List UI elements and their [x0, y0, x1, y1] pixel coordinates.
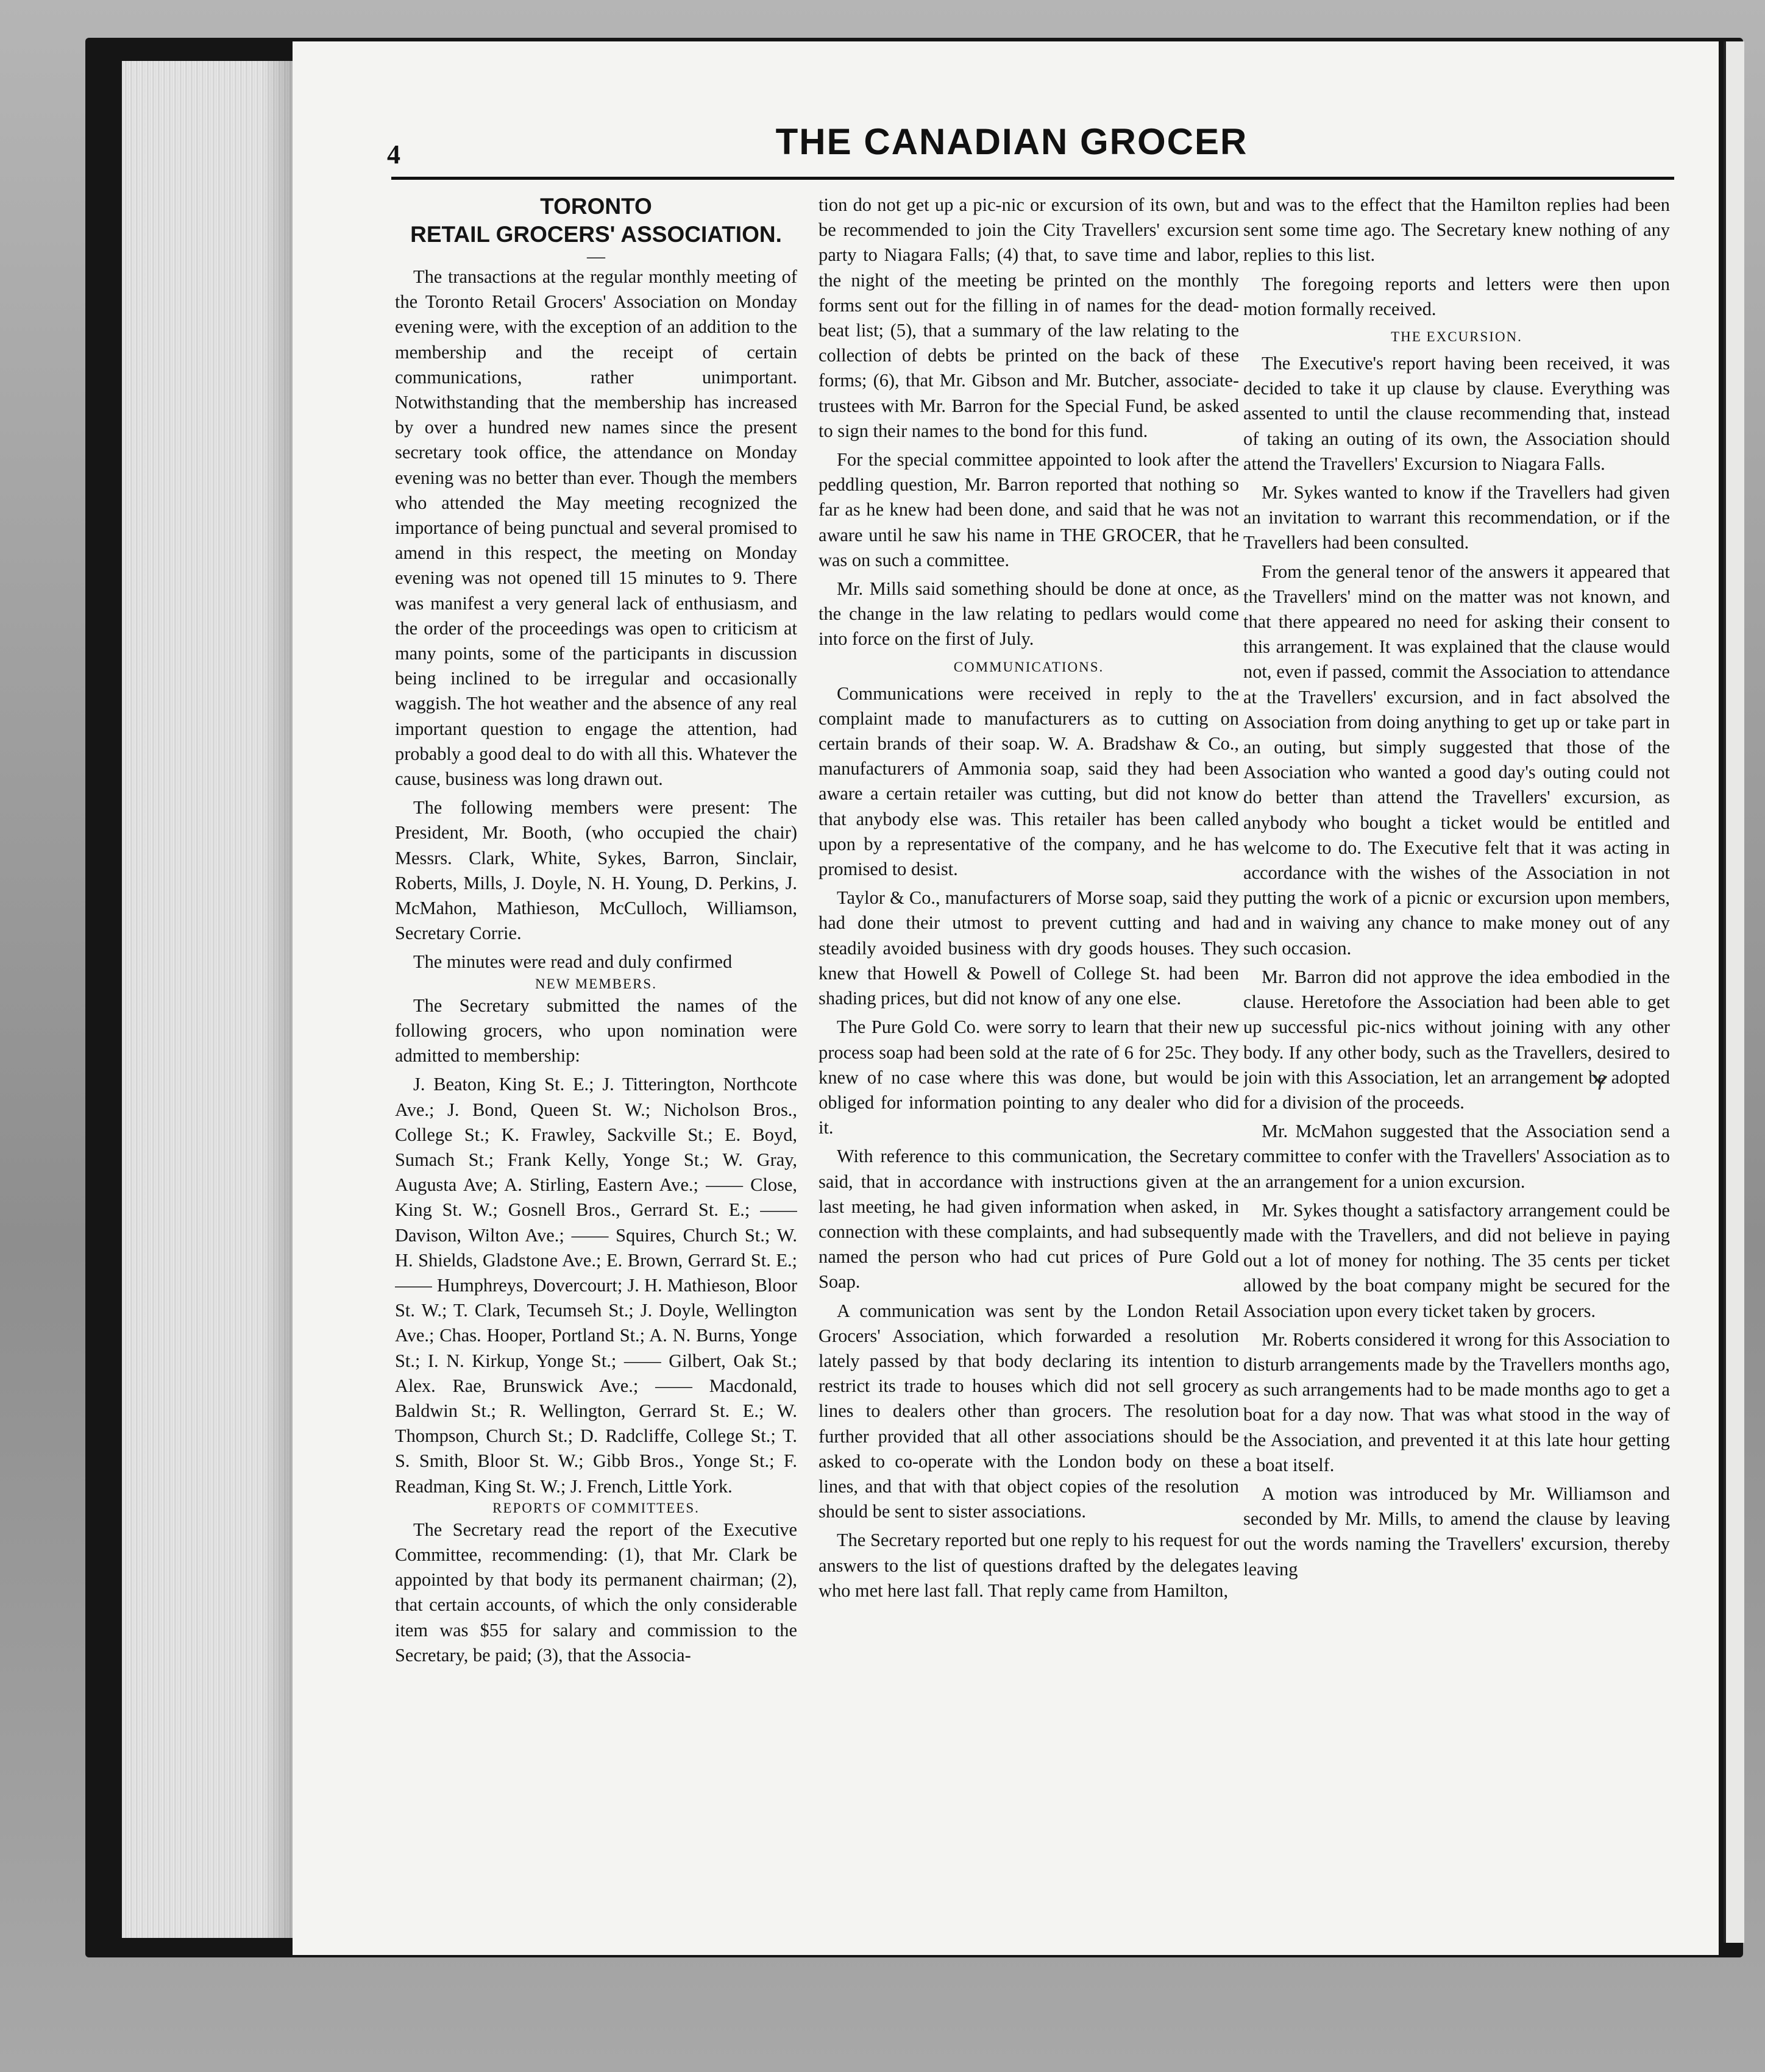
paragraph: A communication was sent by the London Retail Grocers' Association, which forwarded a resolution lately passed by that body declaring its intention to restrict its trade to houses which did not sell grocery lines to dealers other than grocers. The resolution further provided that all other associations should be asked to co-operate with the London body on these lines, and that with that object copies of the resolution should be sent to sister associations.	[819, 1300, 1239, 1522]
paragraph: Mr. Sykes thought a satisfactory arrangement could be made with the Travellers, and did not believe in paying out a lot of money for nothing. The 35 cents per ticket allowed by the boat company might be secured for the Association upon every ticket taken by grocers.	[1243, 1199, 1670, 1321]
paragraph: The Pure Gold Co. were sorry to learn that their new process soap had been sold at the rate of 6 for 25c. They knew of no case where this was done, but would be obliged for information pointing to any dealer who did it.	[819, 1016, 1239, 1138]
paragraph: tion do not get up a pic-nic or excursion of its own, but be recommended to join the City Travellers' excursion party to Niagara Falls; (4) that, to save time and labor, the night of the meeting be printed on the monthly forms sent out for the filling in of names for the dead-beat list; (5), that a summary of the law relating to the collection of debts be printed on the back of these forms; (6), that Mr. Gibson and Mr. Butcher, associate-trustees with Mr. Barron for the Special Fund, be asked to sign their names to the bond for this fund.	[819, 194, 1239, 441]
section-subheading: REPORTS OF COMMITTEES.	[492, 1500, 700, 1516]
paragraph: The transactions at the regular monthly meeting of the Toronto Retail Grocers' Association on Monday evening were, with the exception of an addition to the membership and the receipt of certain communications, rather unimportant. Notwithstanding that the membership has increased by over a hundred new names since the present secretary took office, the attendance on Monday evening was no better than ever. Though the members who attended the May meeting recognized the importance of being punctual and several promised to amend in this respect, the meeting on Monday evening was not opened till 15 minutes to 9. There was manifest a very general lack of enthusiasm, and the order of the proceedings was open to criticism at many points, some of the participants in discussion being inclined to be irregular and occasionally waggish. The hot weather and the absence of any real important question to engage the attention, had probably a good deal to do with all this. Whatever the cause, business was long drawn out.	[395, 266, 797, 790]
next-page-edge	[1724, 41, 1744, 1943]
paragraph: For the special committee appointed to look after the peddling question, Mr. Barron reported that nothing so far as he knew had been done, and said that he was not aware until he saw his name in THE GROCER, that he was on such a committee.	[819, 449, 1239, 570]
article-heading-line-2: RETAIL GROCERS' ASSOCIATION.	[410, 222, 782, 247]
page-number: 4	[387, 140, 400, 169]
article-column-1	[395, 193, 797, 1935]
paragraph: Mr. Roberts considered it wrong for this Association to disturb arrangements made by the Travellers months ago, as such arrangements had to be made months ago to get a boat for a day now. That was what stood in the way of the Association, and prevented it at this late hour getting a boat itself.	[1243, 1329, 1670, 1475]
paragraph: Communications were received in reply to the complaint made to manufacturers as to cutting on certain brands of their soap. W. A. Bradshaw & Co., manufacturers of Ammonia soap, said they had been aware a certain retailer was cutting, but did not know that anybody else was. This retailer has been called upon by a representative of the company, and he has promised to desist.	[819, 683, 1239, 880]
section-subheading: NEW MEMBERS.	[535, 976, 657, 992]
paragraph: Mr. Sykes wanted to know if the Travellers had given an invitation to warrant this recommendation, or if the Travellers had been consulted.	[1243, 482, 1670, 553]
article-heading-line-1: TORONTO	[540, 194, 652, 219]
paragraph: The foregoing reports and letters were then upon motion formally received.	[1243, 273, 1670, 319]
paragraph: The following members were present: The President, Mr. Booth, (who occupied the chair) Messrs. Clark, White, Sykes, Barron, Sinclair, Roberts, Mills, J. Doyle, N. H. Young, D. Perkins, J. McMahon, Mathieson, McCulloch, Williamson, Secretary Corrie.	[395, 797, 797, 944]
paragraph: The minutes were read and duly confirmed	[413, 951, 733, 973]
ink-mark	[1591, 1073, 1609, 1091]
paragraph: The Secretary submitted the names of the following grocers, who upon nomination were admitted to membership:	[395, 995, 797, 1066]
paragraph: The Secretary reported but one reply to his request for answers to the list of questions drafted by the delegates who met here last fall. That reply came from Hamilton,	[819, 1530, 1239, 1601]
masthead-title: THE CANADIAN GROCER	[775, 121, 1248, 162]
paragraph: Mr. Mills said something should be done at once, as the change in the law relating to pedlars would come into force on the first of July.	[819, 578, 1239, 650]
paragraph: A motion was introduced by Mr. Williamson and seconded by Mr. Mills, to amend the clause by leaving out the words naming the Travellers' excursion, thereby leaving	[1243, 1483, 1670, 1580]
article-column-2	[819, 193, 1239, 1935]
stacked-page-edges	[122, 61, 299, 1938]
article-column-3	[1243, 193, 1670, 1935]
paragraph: and was to the effect that the Hamilton replies had been sent some time ago. The Secretary knew nothing of any replies to this list.	[1243, 194, 1670, 266]
paragraph: The Secretary read the report of the Executive Committee, recommending: (1), that Mr. Clark be appointed by that body its permanent chairman; (2), that certain accounts, of which the only considerable item was $55 for salary and commission to the Secretary, be paid; (3), that the Associa-	[395, 1519, 797, 1666]
paragraph: Taylor & Co., manufacturers of Morse soap, said they had done their utmost to prevent cutting and had steadily avoided business with dry goods houses. They knew that Howell & Powell of College St. had been shading prices, but did not know of any one else.	[819, 887, 1239, 1009]
paragraph: From the general tenor of the answers it appeared that the Travellers' mind on the matter was not known, and that there appeared no need for asking their consent to this arrangement. It was explained that the clause would not, even if passed, commit the Association to attendance at the Travellers' excursion, and in fact absolved the Association from doing anything to get up or take part in an outing, but simply suggested that those of the Association who wanted a good day's outing could not do better than attend the Travellers' excursion, as anybody who bought a ticket would be entitled and welcome to do. The Executive felt that it was acting in accordance with the wishes of the Association in not putting the work of a picnic or excursion upon members, and in waiving any chance to make money out of any such occasion.	[1243, 561, 1670, 959]
section-subheading: THE EXCURSION.	[1391, 329, 1522, 345]
member-list: J. Beaton, King St. E.; J. Titterington, Northcote Ave.; J. Bond, Queen St. W.; Nicholson Bros., College St.; K. Frawley, Sackville St.; E. Boyd, Sumach St.; Frank Kelly, Yonge St.; W. Gray, Augusta Ave; A. Stirling, Eastern Ave.; —— Close, King St. W.; Gosnell Bros., Gerrard St. E.; —— Davison, Wilton Ave.; —— Squires, Church St.; W. H. Shields, Gladstone Ave.; E. Brown, Gerrard St. E.; —— Humphreys, Dovercourt; J. H. Mathieson, Bloor St. W.; T. Clark, Tecumseh St.; J. Doyle, Wellington Ave.; Chas. Hooper, Portland St.; A. N. Burns, Yonge St.; I. N. Kirkup, Yonge St.; —— Gilbert, Oak St.; Alex. Rae, Brunswick Ave.; —— Macdonald, Baldwin St.; R. Wellington, Gerrard St. E.; W. Thompson, Church St.; D. Radcliffe, College St.; T. S. Smith, Bloor St. W.; Gibb Bros., Yonge St.; F. Readman, King St. W.; J. French, Little York.	[395, 1074, 797, 1497]
paragraph: Mr. McMahon suggested that the Association send a committee to confer with the Travellers' Association as to an arrangement for a union excursion.	[1243, 1121, 1670, 1192]
paragraph: The Executive's report having been received, it was decided to take it up clause by clause. Everything was assented to until the clause recommending that, instead of taking an outing of its own, the Association should attend the Travellers' Excursion to Niagara Falls.	[1243, 353, 1670, 474]
section-subheading: COMMUNICATIONS.	[953, 659, 1104, 675]
paragraph: With reference to this communication, the Secretary said, that in accordance with instructions given at the last meeting, he had given information when asked, in connection with these complaints, and had subsequently named the person who had cut prices of Pure Gold Soap.	[819, 1146, 1239, 1293]
masthead-rule	[391, 177, 1674, 180]
heading-divider: —	[587, 246, 605, 266]
paragraph: Mr. Barron did not approve the idea embodied in the clause. Heretofore the Association had been able to get up successful pic-nics without joining with any other body. If any other body, such as the Travellers, desired to join with this Association, let an arrangement be adopted for a division of the proceeds.	[1243, 966, 1670, 1113]
